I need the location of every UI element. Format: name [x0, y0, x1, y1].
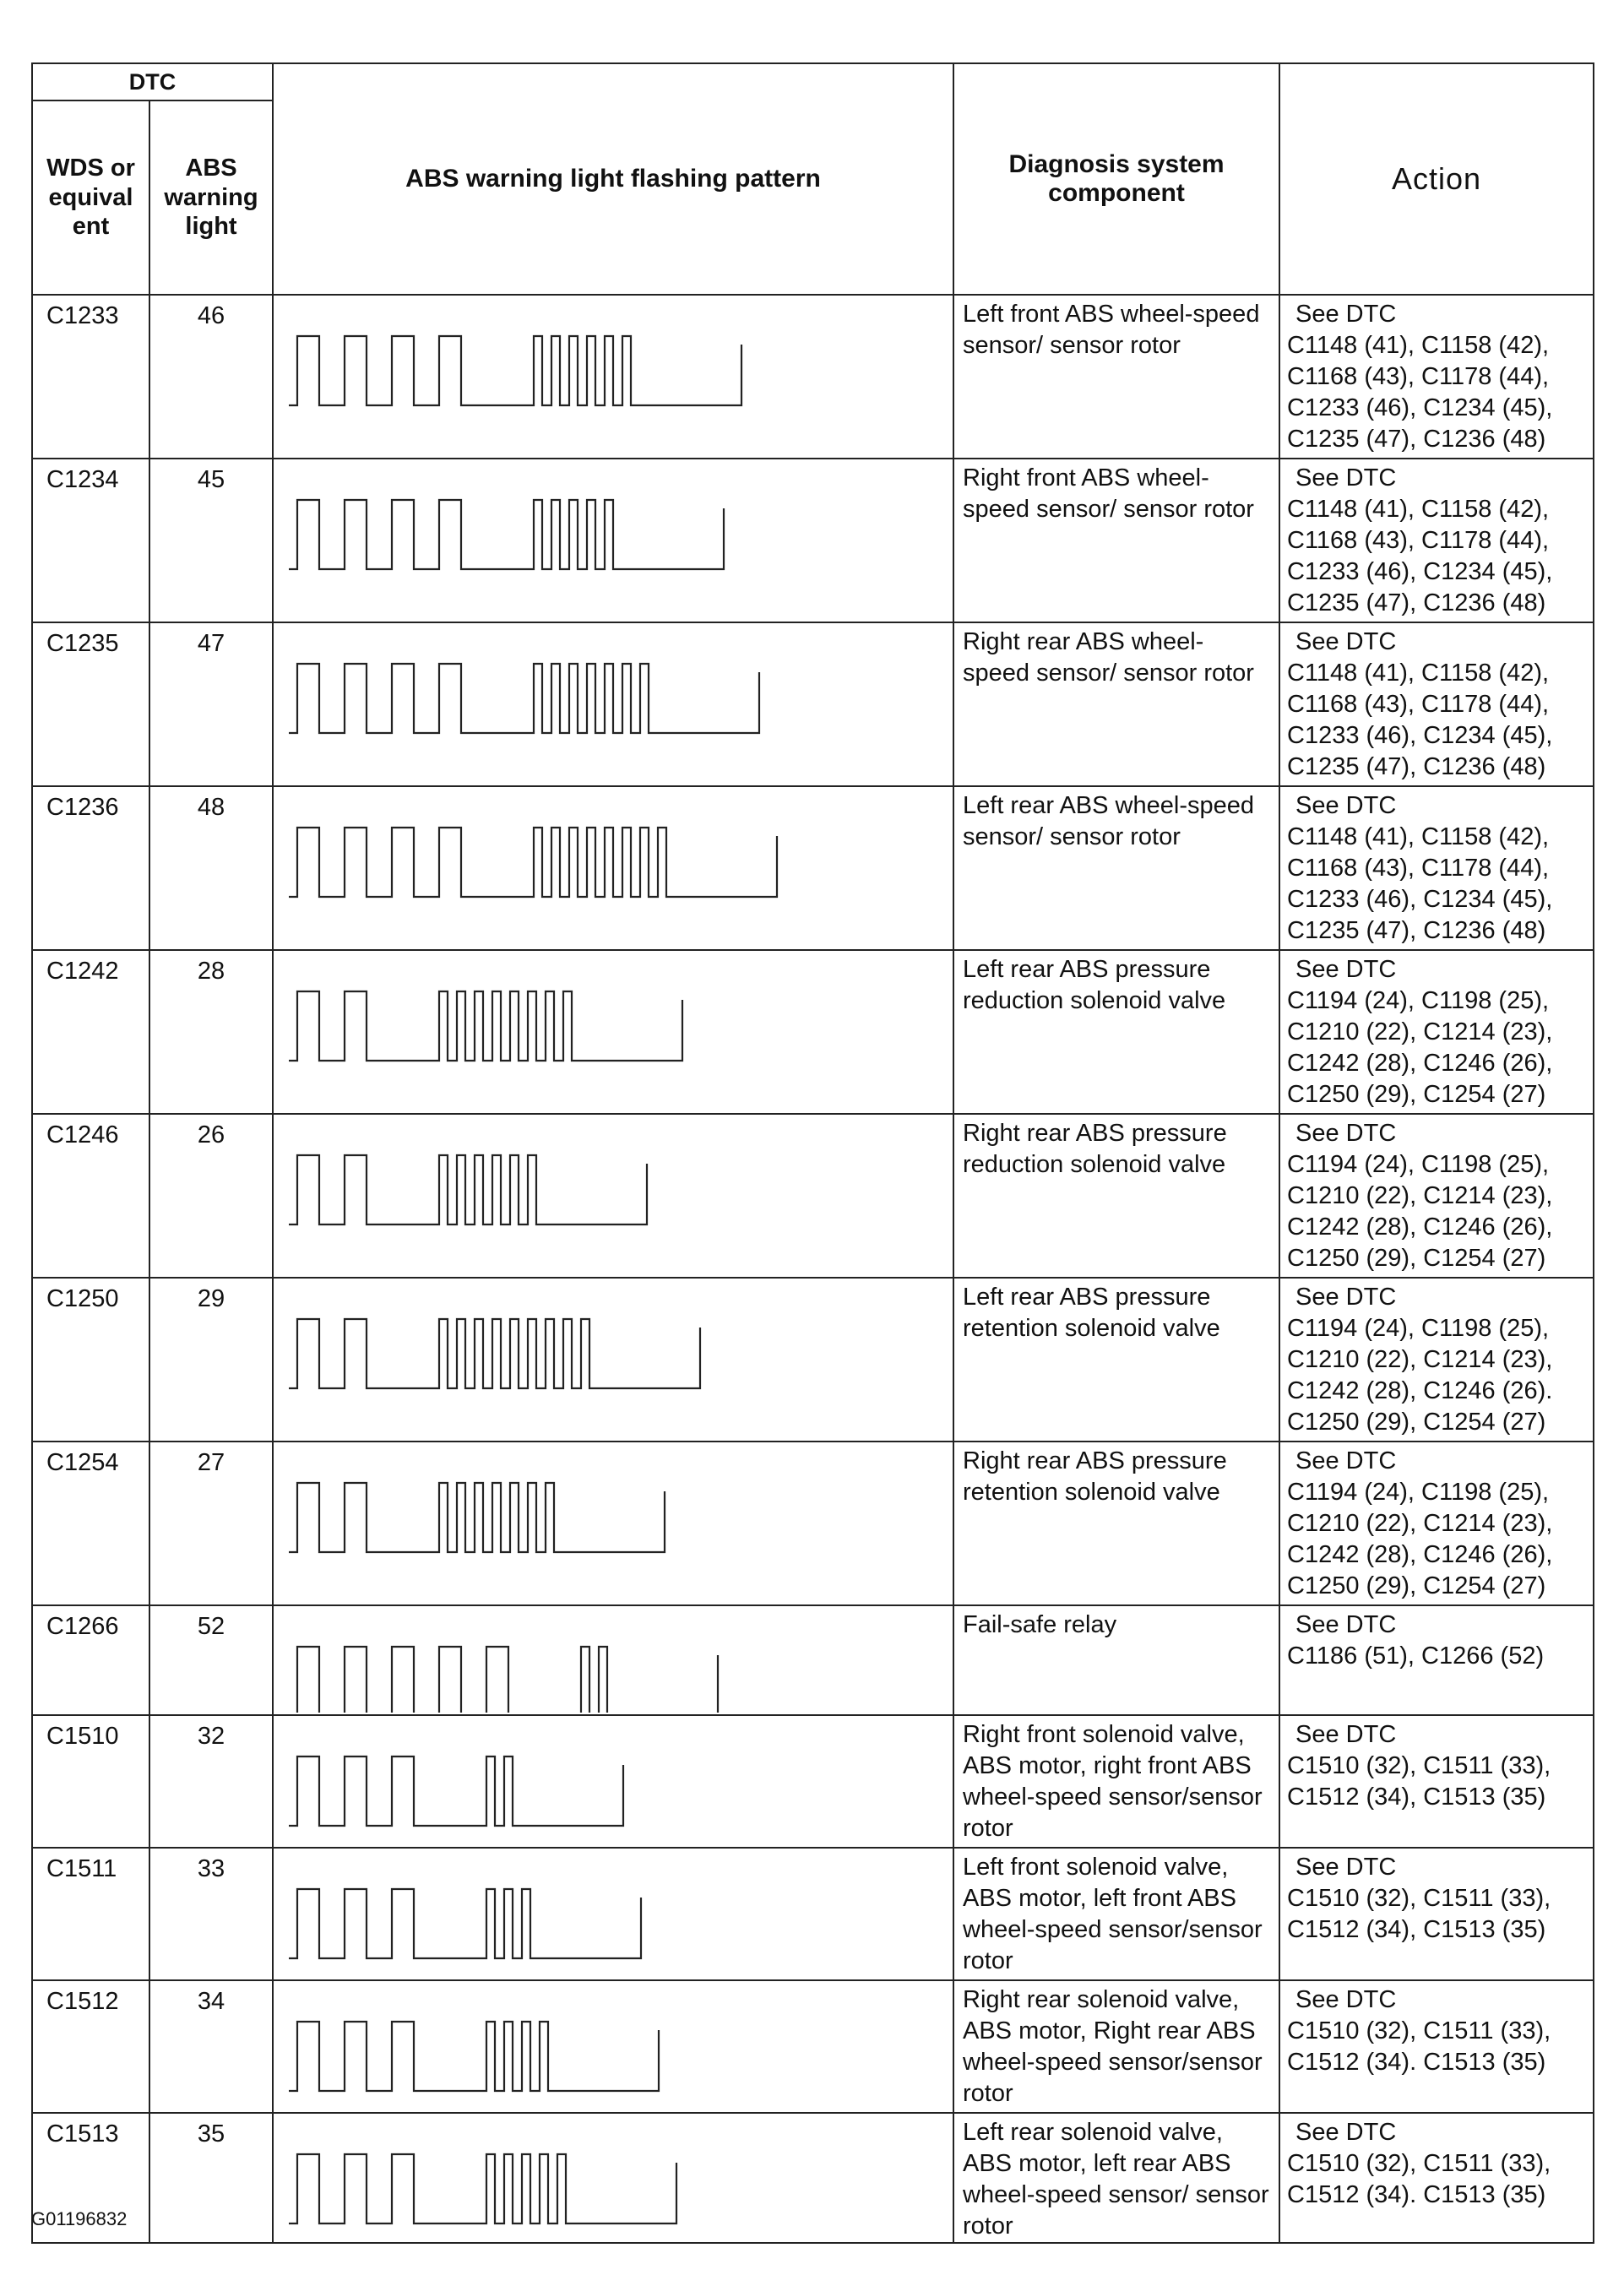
action-dtc-list: C1186 (51), C1266 (52)	[1287, 1642, 1545, 1670]
dtc-code: C1235	[32, 622, 149, 786]
table-row	[32, 1278, 1594, 1442]
action-see-dtc: See DTC	[1295, 1854, 1397, 1881]
table-row	[32, 622, 1594, 786]
flashing-pattern-cell	[273, 1114, 953, 1278]
dtc-code: C1512	[32, 1980, 149, 2113]
action-dtc-list: C1148 (41), C1158 (42), C1168 (43), C1178 (44), C1233 (46), C1234 (45), C1235 (47), C1236 (48)	[1287, 660, 1553, 780]
component-name: Left rear ABS pressure reduction solenoid valve	[953, 950, 1279, 1114]
action-cell	[1279, 2113, 1594, 2243]
flashing-pattern-diagram	[274, 1115, 953, 1275]
flashing-pattern-diagram	[274, 1849, 953, 1978]
action-cell	[1279, 1980, 1594, 2113]
flashing-pattern-cell	[273, 622, 953, 786]
component-name: Left rear ABS wheel-speed sensor/ sensor rotor	[953, 786, 1279, 950]
dtc-code: C1254	[32, 1442, 149, 1605]
table-row	[32, 1980, 1594, 2113]
component-name: Right front ABS wheel-speed sensor/ sensor rotor	[953, 459, 1279, 622]
action-dtc-list: C1510 (32), C1511 (33), C1512 (34). C1513 (35)	[1287, 2017, 1551, 2076]
component-name: Left front solenoid valve, ABS motor, left front ABS wheel-speed sensor/sensor rotor	[953, 1848, 1279, 1980]
action-see-dtc: See DTC	[1295, 792, 1397, 819]
action-cell	[1279, 1848, 1594, 1980]
abs-flash-code: 34	[149, 1980, 273, 2113]
flashing-pattern-cell	[273, 1442, 953, 1605]
flashing-pattern-cell	[273, 459, 953, 622]
action-cell	[1279, 1278, 1594, 1442]
action-see-dtc: See DTC	[1295, 1120, 1397, 1147]
table-body	[32, 295, 1594, 2243]
table-row	[32, 1442, 1594, 1605]
flashing-pattern-waveform	[289, 1647, 718, 1713]
component-name: Left rear solenoid valve, ABS motor, left rear ABS wheel-speed sensor/ sensor rotor	[953, 2113, 1279, 2243]
action-cell	[1279, 1442, 1594, 1605]
table-row	[32, 2113, 1594, 2243]
flashing-pattern-cell	[273, 786, 953, 950]
action-see-dtc: See DTC	[1295, 1611, 1397, 1638]
header-abs-warning-light: ABS warning light	[149, 100, 273, 295]
table-row	[32, 1605, 1594, 1715]
figure-id: G01196832	[31, 2208, 128, 2229]
dtc-code: C1242	[32, 950, 149, 1114]
flashing-pattern-waveform	[289, 336, 741, 405]
flashing-pattern-waveform	[289, 1319, 700, 1388]
abs-flash-code: 33	[149, 1848, 273, 1980]
flashing-pattern-diagram	[274, 951, 953, 1111]
component-name: Right rear ABS wheel-speed sensor/ sensor rotor	[953, 622, 1279, 786]
action-cell	[1279, 622, 1594, 786]
abs-flash-code: 29	[149, 1278, 273, 1442]
action-dtc-list: C1194 (24), C1198 (25), C1210 (22), C1214 (23), C1242 (28), C1246 (26), C1250 (29), C1254 (27)	[1287, 1151, 1553, 1272]
flashing-pattern-waveform	[289, 664, 759, 733]
action-see-dtc: See DTC	[1295, 628, 1397, 655]
table-row	[32, 1114, 1594, 1278]
abs-flash-code: 32	[149, 1715, 273, 1848]
table-row	[32, 459, 1594, 622]
abs-flash-code: 46	[149, 295, 273, 459]
flashing-pattern-diagram	[274, 1606, 953, 1713]
action-dtc-list: C1148 (41), C1158 (42), C1168 (43), C1178 (44), C1233 (46), C1234 (45), C1235 (47), C1236 (48)	[1287, 823, 1553, 944]
header-dtc: DTC	[32, 63, 273, 100]
action-dtc-list: C1510 (32), C1511 (33), C1512 (34). C1513 (35)	[1287, 2150, 1551, 2208]
abs-flash-code: 48	[149, 786, 273, 950]
component-name: Right rear solenoid valve, ABS motor, Right rear ABS wheel-speed sensor/sensor rotor	[953, 1980, 1279, 2113]
flashing-pattern-cell	[273, 1848, 953, 1980]
flashing-pattern-waveform	[289, 2022, 659, 2091]
dtc-table	[31, 62, 1594, 2244]
dtc-code: C1266	[32, 1605, 149, 1715]
component-name: Right rear ABS pressure retention solenoid valve	[953, 1442, 1279, 1605]
action-see-dtc: See DTC	[1295, 1284, 1397, 1311]
flashing-pattern-waveform	[289, 2154, 676, 2223]
flashing-pattern-waveform	[289, 1483, 665, 1552]
header-wds: WDS or equival ent	[32, 100, 149, 295]
abs-flash-code: 52	[149, 1605, 273, 1715]
flashing-pattern-waveform	[289, 1756, 623, 1826]
header-flashing-pattern: ABS warning light flashing pattern	[273, 63, 953, 295]
dtc-code: C1511	[32, 1848, 149, 1980]
action-cell	[1279, 459, 1594, 622]
dtc-code: C1236	[32, 786, 149, 950]
dtc-code: C1246	[32, 1114, 149, 1278]
flashing-pattern-diagram	[274, 2114, 953, 2229]
component-name: Left front ABS wheel-speed sensor/ sensor rotor	[953, 295, 1279, 459]
action-dtc-list: C1148 (41), C1158 (42), C1168 (43), C1178 (44), C1233 (46), C1234 (45), C1235 (47), C1236 (48)	[1287, 496, 1553, 616]
flashing-pattern-diagram	[274, 296, 953, 456]
dtc-code: C1233	[32, 295, 149, 459]
abs-flash-code: 26	[149, 1114, 273, 1278]
action-cell	[1279, 1605, 1594, 1715]
abs-flash-code: 47	[149, 622, 273, 786]
abs-flash-code: 35	[149, 2113, 273, 2243]
component-name: Right rear ABS pressure reduction solenoid valve	[953, 1114, 1279, 1278]
flashing-pattern-cell	[273, 1278, 953, 1442]
action-dtc-list: C1510 (32), C1511 (33), C1512 (34), C1513 (35)	[1287, 1885, 1551, 1943]
flashing-pattern-cell	[273, 1980, 953, 2113]
abs-flash-code: 27	[149, 1442, 273, 1605]
action-see-dtc: See DTC	[1295, 1447, 1397, 1474]
flashing-pattern-waveform	[289, 828, 777, 897]
flashing-pattern-cell	[273, 950, 953, 1114]
action-see-dtc: See DTC	[1295, 301, 1397, 328]
flashing-pattern-cell	[273, 2113, 953, 2243]
flashing-pattern-waveform	[289, 1889, 641, 1958]
flashing-pattern-waveform	[289, 500, 724, 569]
action-dtc-list: C1194 (24), C1198 (25), C1210 (22), C1214 (23), C1242 (28), C1246 (26), C1250 (29), C1254 (27)	[1287, 1479, 1553, 1599]
abs-flash-code: 45	[149, 459, 273, 622]
action-cell	[1279, 786, 1594, 950]
action-dtc-list: C1194 (24), C1198 (25), C1210 (22), C1214 (23), C1242 (28), C1246 (26). C1250 (29), C1254 (27)	[1287, 1315, 1553, 1436]
table-row	[32, 786, 1594, 950]
flashing-pattern-diagram	[274, 1442, 953, 1603]
action-see-dtc: See DTC	[1295, 956, 1397, 983]
flashing-pattern-cell	[273, 1605, 953, 1715]
dtc-code: C1510	[32, 1715, 149, 1848]
flashing-pattern-diagram	[274, 459, 953, 620]
component-name: Right front solenoid valve, ABS motor, right front ABS wheel-speed sensor/sensor rotor	[953, 1715, 1279, 1848]
action-cell	[1279, 950, 1594, 1114]
flashing-pattern-diagram	[274, 623, 953, 784]
dtc-code: C1250	[32, 1278, 149, 1442]
action-cell	[1279, 1114, 1594, 1278]
action-see-dtc: See DTC	[1295, 1986, 1397, 2013]
action-dtc-list: C1194 (24), C1198 (25), C1210 (22), C1214 (23), C1242 (28), C1246 (26), C1250 (29), C1254 (27)	[1287, 987, 1553, 1108]
component-name: Left rear ABS pressure retention solenoid valve	[953, 1278, 1279, 1442]
table-row	[32, 1848, 1594, 1980]
flashing-pattern-diagram	[274, 1981, 953, 2110]
component-name: Fail-safe relay	[953, 1605, 1279, 1715]
flashing-pattern-diagram	[274, 787, 953, 947]
action-see-dtc: See DTC	[1295, 2119, 1397, 2146]
abs-flash-code: 28	[149, 950, 273, 1114]
action-dtc-list: C1148 (41), C1158 (42), C1168 (43), C1178 (44), C1233 (46), C1234 (45), C1235 (47), C1236 (48)	[1287, 332, 1553, 453]
header-component: Diagnosis system component	[953, 63, 1279, 295]
action-see-dtc: See DTC	[1295, 464, 1397, 491]
action-dtc-list: C1510 (32), C1511 (33), C1512 (34), C1513 (35)	[1287, 1752, 1551, 1811]
action-cell	[1279, 295, 1594, 459]
flashing-pattern-cell	[273, 1715, 953, 1848]
table-row	[32, 950, 1594, 1114]
flashing-pattern-waveform	[289, 991, 682, 1061]
table-row	[32, 295, 1594, 459]
action-see-dtc: See DTC	[1295, 1721, 1397, 1748]
table-row	[32, 1715, 1594, 1848]
flashing-pattern-diagram	[274, 1716, 953, 1845]
flashing-pattern-waveform	[289, 1155, 647, 1224]
dtc-code: C1234	[32, 459, 149, 622]
flashing-pattern-cell	[273, 295, 953, 459]
dtc-code: C1513	[32, 2113, 149, 2243]
flashing-pattern-diagram	[274, 1279, 953, 1439]
action-cell	[1279, 1715, 1594, 1848]
header-action: Action	[1279, 63, 1594, 295]
